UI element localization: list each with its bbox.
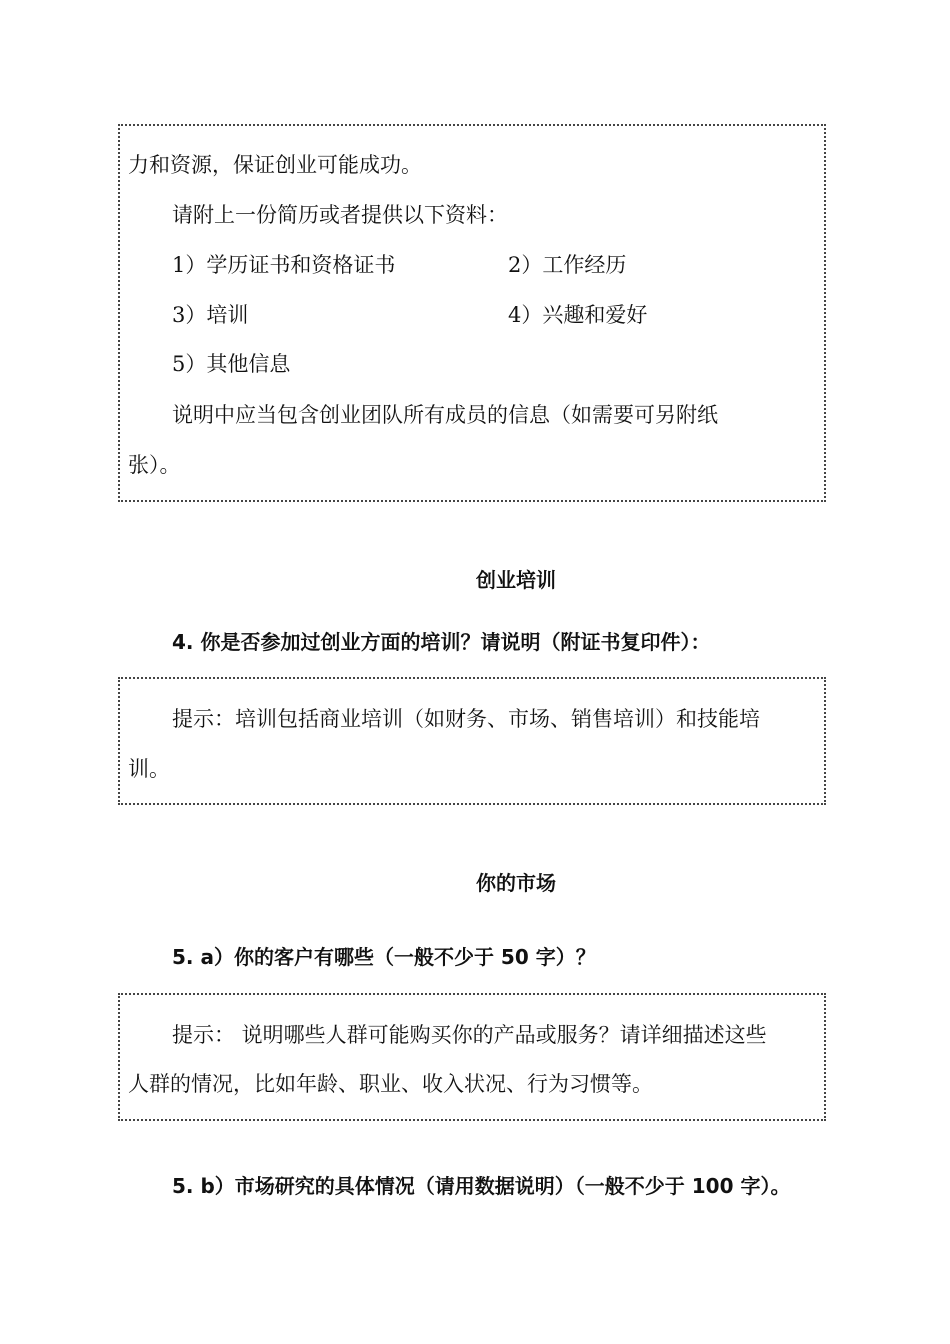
box1-line1: 力和资源，保证创业可能成功。: [128, 153, 422, 177]
hint-box-customers: [118, 993, 826, 1121]
hint-customers-line-a: 提示： 说明哪些人群可能购买你的产品或服务？请详细描述这些: [172, 1023, 767, 1047]
list-item-4: 4）兴趣和爱好: [508, 303, 648, 327]
box1-line3b: 张）。: [128, 453, 181, 477]
question-5a: 5. a）你的客户有哪些（一般不少于 50 字）？: [172, 945, 596, 969]
list-item-1: 1）学历证书和资格证书: [172, 253, 396, 277]
list-item-2: 2）工作经历: [508, 253, 627, 277]
box1-line2: 请附上一份简历或者提供以下资料：: [172, 203, 508, 227]
list-item-5: 5）其他信息: [172, 352, 291, 376]
question-5b: 5. b）市场研究的具体情况（请用数据说明）（一般不少于 100 字）。: [172, 1174, 791, 1198]
hint-training-line-b: 训。: [128, 757, 170, 781]
list-item-3: 3）培训: [172, 303, 249, 327]
section-title-market: 你的市场: [476, 871, 556, 895]
hint-box-training: [118, 677, 826, 805]
hint-training-line-a: 提示：培训包括商业培训（如财务、市场、销售培训）和技能培: [172, 707, 760, 731]
box1-line3a: 说明中应当包含创业团队所有成员的信息（如需要可另附纸: [172, 403, 718, 427]
question-4: 4. 你是否参加过创业方面的培训？请说明（附证书复印件）：: [172, 630, 711, 654]
hint-customers-line-b: 人群的情况，比如年龄、职业、收入状况、行为习惯等。: [128, 1072, 653, 1096]
section-title-training: 创业培训: [476, 568, 556, 592]
